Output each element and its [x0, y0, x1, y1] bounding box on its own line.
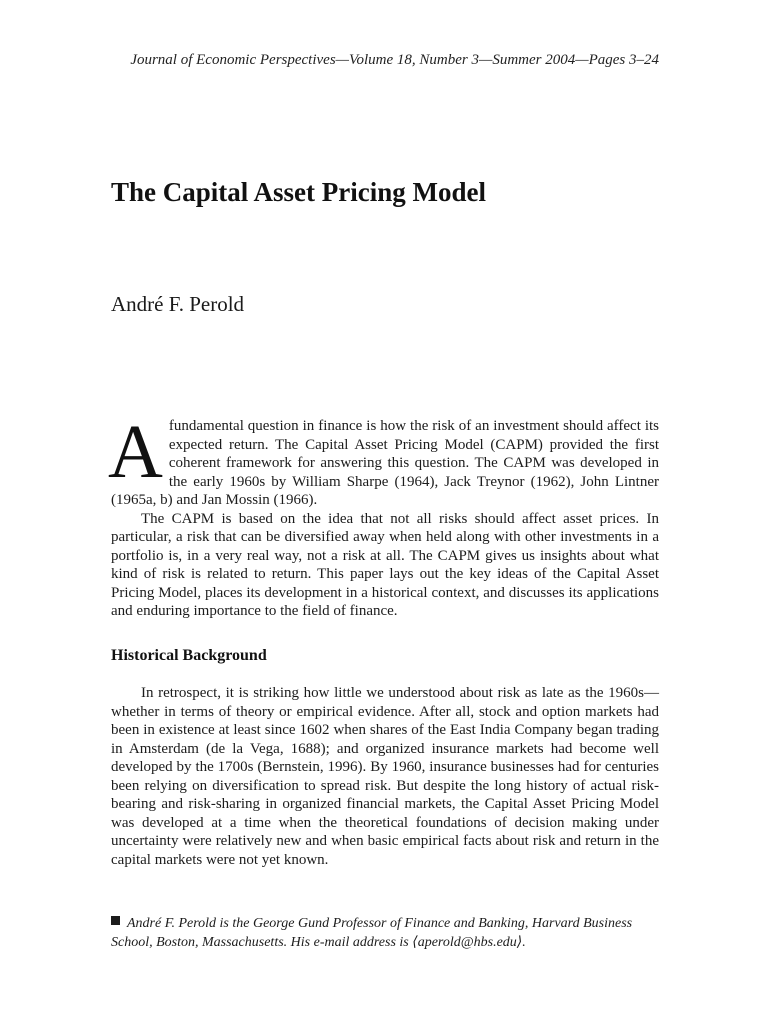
- footnote-text: André F. Perold is the George Gund Professor of Finance and Banking, Harvard Business School, Boston, Massachusetts. His e-mail address is ⟨aperold@hbs.edu⟩.: [111, 916, 633, 950]
- running-head: Journal of Economic Perspectives—Volume 18, Number 3—Summer 2004—Pages 3–24: [130, 52, 659, 68]
- introduction: [108, 410, 659, 621]
- square-bullet-icon: [111, 916, 121, 926]
- intro-paragraph-2: The CAPM is based on the idea that not all risks should affect asset prices. In particular, a risk that can be diversified away when held along with other investments in a portfolio is, in a very real way, not a risk at all. The CAPM gives us insights about what kind of risk is related to return. This paper lays out the key ideas of the Capital Asset Pricing Model, places its development in a historical context, and discusses its applications and enduring importance to the field of finance.: [111, 510, 659, 619]
- intro-paragraph-1: [108, 410, 659, 510]
- article-author: André F. Perold: [111, 292, 245, 316]
- section-paragraph-1: In retrospect, it is striking how little we understood about risk as late as the 1960s—whether in terms of theory or empirical evidence. After all, stock and option markets had been in existence at least since 1602 when shares of the East India Company began trading in Amsterdam (de la Vega, 1688); and organized insurance markets had become well developed by the 1700s (Bernstein, 1996). By 1960, insurance businesses had for centuries been relying on diversification to spread risk. But despite the long history of actual risk-bearing and risk-sharing in organized financial markets, the Capital Asset Pricing Model was developed at a time when the theoretical foundations of decision making under uncertainty were relatively new and when basic empirical facts about risk and return in the capital markets were not yet known.: [111, 685, 659, 868]
- drop-cap: A: [108, 410, 163, 494]
- article-title: The Capital Asset Pricing Model: [111, 177, 486, 207]
- intro-paragraph-1-text: fundamental question in finance is how the risk of an investment should affect its expected return. The Capital Asset Pricing Model (CAPM) provided the first coherent framework for answering this question. The CAPM was developed in the early 1960s by William Sharpe (1964), Jack Treynor (1962), John Lintner (1965a, b) and Jan Mossin (1966).: [111, 418, 659, 508]
- historical-background-section: [111, 684, 659, 869]
- author-footnote: [111, 915, 659, 952]
- section-heading: Historical Background: [111, 647, 267, 664]
